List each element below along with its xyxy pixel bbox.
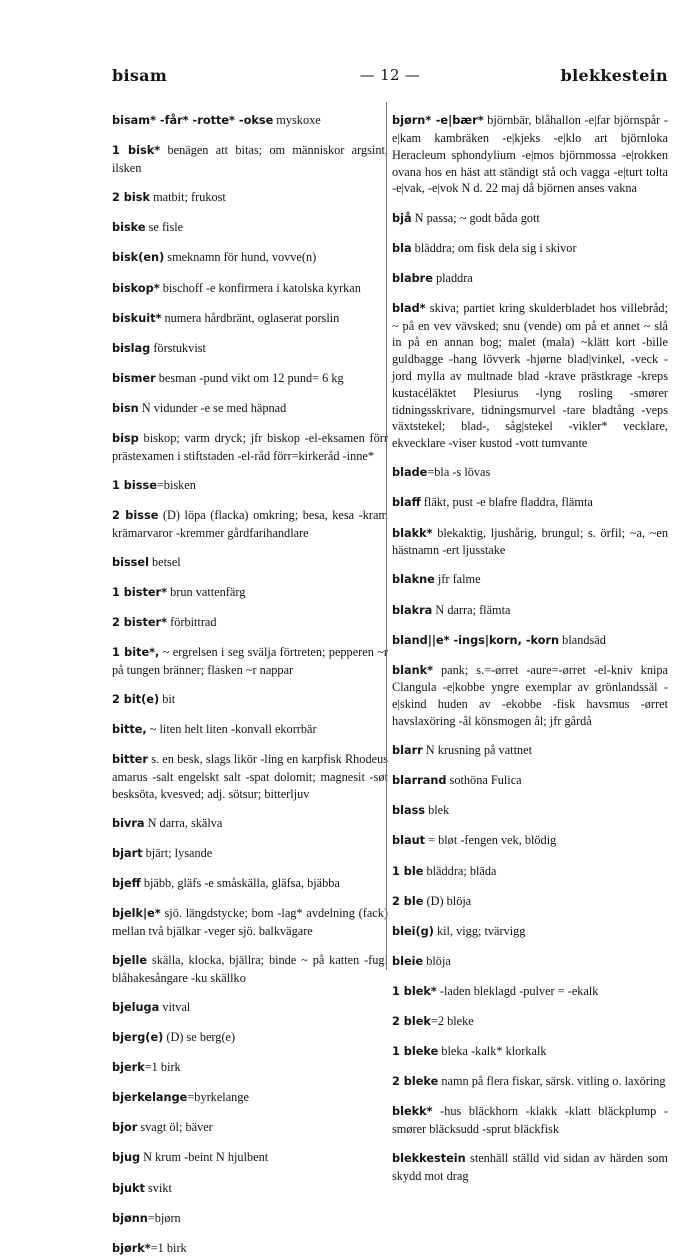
dictionary-entry: [382, 464, 668, 482]
entry-definition: benägen att bitas; om människor argsint, ilsken: [112, 143, 388, 176]
entry-definition: sothöna Fulica: [446, 773, 522, 788]
dictionary-entry: [102, 1149, 388, 1167]
entry-headword: blade: [392, 466, 428, 480]
entry-headword: bjeluga: [112, 1001, 160, 1015]
entry-definition: =1 birk: [150, 1240, 187, 1255]
dictionary-entry: [102, 614, 388, 632]
entry-headword: blakne: [392, 573, 435, 587]
entry-headword: blei(g): [392, 924, 434, 938]
dictionary-entry: [382, 1103, 668, 1138]
entry-definition: = bløt -fengen vek, blödig: [425, 833, 557, 848]
entry-definition: smeknamn för hund, vovve(n): [164, 250, 317, 265]
dictionary-entry: [102, 952, 388, 987]
dictionary-entry: [382, 1043, 668, 1061]
entry-headword: 1 bisk*: [112, 144, 161, 158]
entry-headword: 1 blek*: [392, 984, 437, 998]
entry-headword: bjønn: [112, 1211, 148, 1225]
entry-definition: förbittrad: [167, 615, 217, 630]
entry-headword: blaff: [392, 496, 421, 510]
entry-headword: bjørn* -e|bær*: [392, 114, 484, 128]
entry-definition: bit: [159, 692, 176, 707]
entry-headword: blekk*: [392, 1105, 433, 1119]
entry-headword: bitter: [112, 753, 148, 767]
dictionary-entry: [382, 802, 668, 820]
dictionary-entry: [382, 112, 668, 197]
entry-definition: biskop; varm dryck; jfr biskop -el-eksamen förr prästexamen i stiftstaden -el-råd förr=kirkeråd -inne*: [112, 431, 388, 463]
entry-definition: ~ liten helt liten -konvall ekorrbär: [146, 722, 317, 737]
entry-headword: biskop*: [112, 281, 160, 295]
dictionary-entry: [382, 525, 668, 560]
entry-definition: =byrkelange: [187, 1090, 249, 1105]
entry-headword: bleie: [392, 954, 424, 968]
entry-headword: bisam* -får* -rotte* -okse: [112, 114, 274, 128]
dictionary-entry: [102, 721, 388, 739]
entry-headword: bjelk|e*: [112, 907, 161, 921]
dictionary-entry: [102, 554, 388, 572]
entry-headword: blaut: [392, 834, 426, 848]
dictionary-entry: [382, 742, 668, 760]
entry-headword: 2 bister*: [112, 616, 168, 630]
entry-definition: numera hårdbränt, oglaserat porslin: [161, 310, 340, 325]
page-header: [112, 66, 668, 90]
entry-headword: bjart: [112, 847, 143, 861]
dictionary-entry: [102, 280, 388, 298]
entry-definition: bjäbb, gläfs -e småskälla, gläfsa, bjäbba: [140, 876, 340, 891]
dictionary-entry: [102, 189, 388, 207]
dictionary-entry: [102, 815, 388, 833]
dictionary-entry: [102, 1240, 388, 1258]
entry-definition: namn på flera fiskar, särsk. vitling o. laxöring: [438, 1074, 666, 1089]
entry-definition: =bla -s lövas: [427, 465, 491, 480]
entry-definition: =bjørn: [147, 1210, 181, 1225]
entry-definition: bläddra; om fisk dela sig i skivor: [411, 240, 577, 255]
entry-headword: 2 ble: [392, 894, 424, 908]
dictionary-entry: [102, 1119, 388, 1137]
entry-headword: 2 bisk: [112, 191, 150, 205]
entry-definition: blekaktig, ljushårig, brungul; s. örfil; ~a, ~en hästnamn -ert ljusstake: [392, 525, 668, 558]
entry-headword: bjerg(e): [112, 1031, 164, 1045]
entry-definition: -laden bleklagd -pulver = -ekalk: [436, 983, 599, 998]
entry-definition: pladdra: [432, 270, 473, 285]
entry-definition: brun vattenfärg: [167, 585, 246, 599]
dictionary-entry: [102, 142, 388, 177]
entry-headword: bisn: [112, 401, 139, 415]
entry-headword: blank*: [392, 663, 434, 677]
entry-headword: bjørk*: [112, 1241, 151, 1255]
dictionary-entry: [382, 983, 668, 1001]
entry-definition: s. en besk, slags likör -ling en karpfisk Rhodeus amarus -salt engelskt salt -spat dolomit; magnesit -søt besksöta, kvesved; adj. sötsur; bitterljuv: [112, 752, 388, 801]
entry-headword: bislag: [112, 341, 151, 355]
entry-headword: blekkestein: [392, 1152, 466, 1166]
dictionary-entry: [102, 1059, 388, 1077]
entry-headword: bissel: [112, 555, 149, 569]
entry-definition: myskoxe: [273, 113, 321, 128]
entry-definition: se fisle: [145, 220, 184, 235]
dictionary-entry: [102, 507, 388, 542]
right-column: [392, 100, 668, 1185]
entry-definition: N darra, skälva: [144, 815, 223, 830]
right-guide-word: blekkestein: [560, 66, 668, 85]
dictionary-entry: [102, 1180, 388, 1198]
entry-definition: blöja: [423, 953, 451, 968]
entry-headword: bjug: [112, 1151, 141, 1165]
entry-definition: blandsäd: [559, 632, 606, 647]
dictionary-entry: [382, 923, 668, 941]
dictionary-entry: [102, 219, 388, 237]
entry-headword: 2 bisse: [112, 509, 159, 523]
dictionary-entry: [382, 494, 668, 512]
entry-headword: blad*: [392, 301, 426, 315]
entry-definition: =2 bleke: [430, 1014, 474, 1029]
dictionary-entry: [382, 1013, 668, 1031]
dictionary-entry: [382, 210, 668, 228]
left-guide-word: bisam: [112, 66, 168, 85]
entry-definition: skälla, klocka, bjällra; binde ~ på katten -fugl blåhakesångare -ku skällko: [112, 953, 388, 985]
entry-headword: 2 bleke: [392, 1075, 439, 1089]
entry-headword: bivra: [112, 816, 145, 830]
entry-headword: bjelle: [112, 954, 148, 968]
entry-headword: bland||e* -ings|korn, -korn: [392, 633, 560, 647]
entry-headword: bla: [392, 241, 412, 255]
dictionary-entry: [382, 772, 668, 790]
entry-definition: N vidunder -e se med häpnad: [138, 400, 287, 415]
dictionary-entry: [102, 584, 388, 602]
entry-definition: matbit; frukost: [150, 190, 226, 205]
entry-definition: svagt öl; bäver: [137, 1120, 213, 1135]
entry-definition: bischoff -e konfirmera i katolska kyrkan: [159, 280, 361, 295]
entry-headword: bisp: [112, 432, 139, 446]
dictionary-entry: [382, 571, 668, 589]
dictionary-entry: [382, 893, 668, 911]
entry-definition: bleka -kalk* klorkalk: [438, 1044, 547, 1059]
entry-headword: blarrand: [392, 774, 447, 788]
entry-definition: (D) blöja: [423, 893, 472, 908]
entry-definition: vitval: [159, 1000, 191, 1015]
dictionary-entry: [102, 112, 388, 130]
dictionary-entry: [102, 691, 388, 709]
dictionary-entry: [102, 751, 388, 802]
entry-headword: 2 bit(e): [112, 693, 160, 707]
page-number: — 12 —: [359, 66, 421, 84]
dictionary-entry: [382, 270, 668, 288]
entry-headword: 1 bleke: [392, 1045, 439, 1059]
entry-definition: jfr falme: [434, 572, 481, 587]
entry-definition: förstukvist: [150, 340, 206, 355]
entry-headword: 1 bisse: [112, 478, 157, 492]
entry-definition: (D) löpa (flacka) omkring; besa, kesa -kram krämarvaror -kremmer gårdfarihandlare: [112, 508, 388, 540]
dictionary-entry: [382, 240, 668, 258]
dictionary-entry: [102, 249, 388, 267]
entry-headword: 1 bister*: [112, 586, 168, 599]
entry-headword: bjukt: [112, 1181, 145, 1195]
entry-headword: bisk(en): [112, 251, 165, 265]
entry-definition: pank; s.=-ørret -aure=-ørret -el-kniv knipa Clangula -e|kobbe yngre exemplar av grönlandssäl -e|skind huden av -ekobbe -fisk havsmus -ørret havslaxöring -ål könsmogen ål; jfr gårdå: [392, 662, 668, 729]
dictionary-entry: [102, 340, 388, 358]
entry-headword: blakra: [392, 603, 433, 617]
dictionary-entry: [102, 1210, 388, 1228]
entry-headword: 1 ble: [392, 864, 424, 878]
entry-definition: blek: [425, 803, 450, 818]
dictionary-entry: [102, 477, 388, 495]
entry-definition: fläkt, pust -e blafre fladdra, flämta: [420, 495, 593, 510]
entry-definition: stenhäll ställd vid sidan av härden som skydd mot drag: [392, 1151, 668, 1183]
dictionary-entry: [102, 905, 388, 940]
dictionary-entry: [102, 430, 388, 465]
entry-headword: 1 bite*,: [112, 646, 160, 660]
entry-definition: svikt: [144, 1180, 172, 1195]
entry-headword: bjeff: [112, 877, 141, 891]
left-column: [112, 100, 388, 1258]
dictionary-entry: [102, 644, 388, 679]
entry-definition: N darra; flämta: [432, 602, 511, 617]
entry-headword: biske: [112, 221, 146, 235]
entry-definition: N passa; ~ godt båda gott: [411, 210, 540, 225]
entry-definition: björnbär, blåhallon -e|far björnspår -e|kam kambräken -e|kjeks -e|klo art björnloka Heracleum sphondylium -e|mos björnmossa -e|rokken ovana hos en häst att ständigt stå och vagga -e|turt tolta -e|vak, -e|vok N d. 22 maj då björnen anses vakna: [392, 113, 668, 196]
entry-headword: bismer: [112, 371, 156, 385]
dictionary-entry: [382, 662, 668, 730]
entry-definition: kil, vigg; tvärvigg: [433, 923, 526, 938]
dictionary-entry: [382, 300, 668, 452]
dictionary-entry: [382, 1073, 668, 1091]
entry-headword: blabre: [392, 271, 433, 285]
entry-headword: blarr: [392, 744, 423, 758]
entry-headword: bjerkelange: [112, 1091, 188, 1105]
entry-definition: skiva; partiet kring skulderbladet hos villebråd; ~ på en vev vävsked; snu (vende) om på et annet ~ slå in på en annan bog; malet (mala) ~klätt kort -bille guldbagge -hang lövverk -hjørne blad|vinkel, -veck -jord mylla av multnade blad -krave prästkrage -kreps kustacéläktet Plesiurus -lyng rosling -smører tidningsskrivare, tidningsmurvel -tare bladtång -veps växtstekel; blad-, såg|stekel -vikler* vecklare, ekvecklare -viser kustod -vott tumvante: [392, 300, 668, 451]
dictionary-entry: [102, 310, 388, 328]
entry-headword: biskuit*: [112, 311, 162, 325]
dictionary-entry: [102, 1029, 388, 1047]
entry-definition: ~ ergrelsen i seg svälja förtreten; pepperen ~r på tungen bränner; flasken ~r nappar: [112, 645, 389, 677]
dictionary-entry: [102, 999, 388, 1017]
dictionary-entry: [102, 1089, 388, 1107]
entry-definition: =bisken: [156, 477, 196, 492]
entry-definition: sjö. längdstycke; bom -lag* avdelning (fack) mellan två bjälkar -veger sjö. balkvägare: [112, 906, 388, 939]
dictionary-entry: [382, 632, 668, 650]
entry-definition: bjärt; lysande: [142, 846, 213, 861]
entry-headword: bjå: [392, 211, 412, 225]
entry-headword: 2 blek: [392, 1015, 431, 1029]
dictionary-entry: [102, 400, 388, 418]
dictionary-entry: [102, 845, 388, 863]
entry-headword: blakk*: [392, 526, 433, 540]
entry-definition: (D) se berg(e): [163, 1030, 236, 1045]
entry-headword: bitte,: [112, 723, 147, 737]
entry-definition: besman -pund vikt om 12 pund= 6 kg: [155, 370, 344, 385]
dictionary-entry: [382, 1150, 668, 1185]
dictionary-entry: [382, 863, 668, 881]
dictionary-entry: [382, 953, 668, 971]
entry-definition: bläddra; bläda: [423, 863, 497, 878]
entry-definition: N krusning på vattnet: [422, 743, 533, 758]
entry-headword: blass: [392, 804, 426, 818]
entry-definition: =1 birk: [144, 1060, 181, 1075]
entry-headword: bjerk: [112, 1061, 145, 1075]
entry-headword: bjor: [112, 1121, 138, 1135]
dictionary-entry: [102, 370, 388, 388]
entry-definition: N krum -beint N hjulbent: [140, 1150, 269, 1165]
dictionary-entry: [102, 875, 388, 893]
dictionary-entry: [382, 602, 668, 620]
entry-definition: -hus bläckhorn -klakk -klatt bläckplump -smører bläcksudd -sprut bläckfisk: [392, 1104, 668, 1137]
dictionary-entry: [382, 832, 668, 850]
entry-definition: betsel: [148, 554, 181, 569]
